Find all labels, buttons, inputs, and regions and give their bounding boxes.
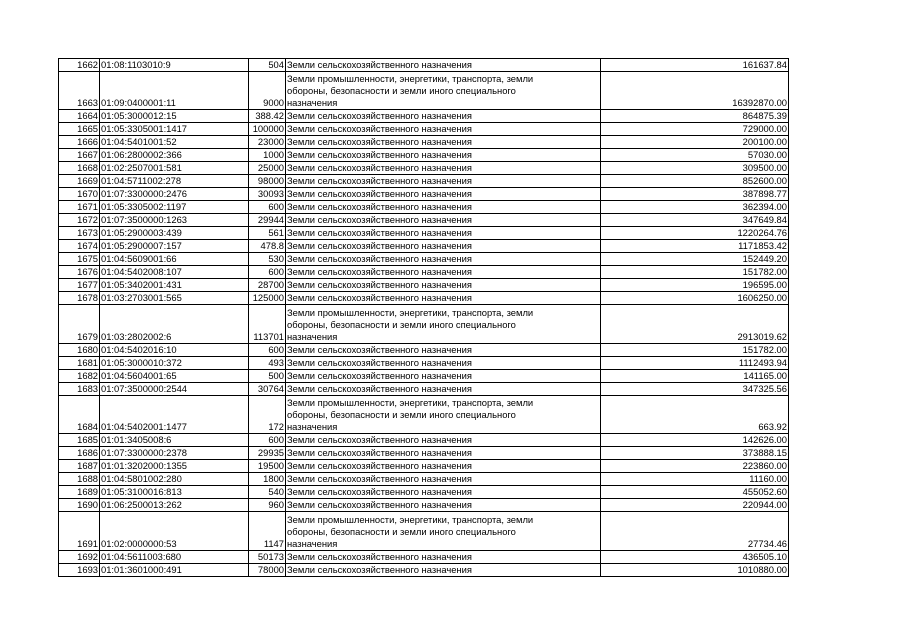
cadastral-number-cell: 01:04:5402008:107	[100, 266, 249, 279]
land-category-cell	[286, 499, 601, 512]
cadastral-value-cell: 16392870.00	[601, 72, 789, 110]
area-cell: 29944	[249, 214, 286, 227]
land-category-cell	[286, 279, 601, 292]
cadastral-number-cell: 01:04:5801002:280	[100, 473, 249, 486]
row-number-cell: 1662	[59, 59, 100, 72]
table-row	[59, 188, 789, 201]
cadastral-value-cell: 1112493.94	[601, 356, 789, 369]
cadastral-number-cell: 01:04:5604001:65	[100, 369, 249, 382]
cadastral-value-cell: 200100.00	[601, 136, 789, 149]
cadastral-value-cell: 362394.00	[601, 201, 789, 214]
row-number-cell: 1681	[59, 356, 100, 369]
table-row	[59, 175, 789, 188]
land-category-cell	[286, 473, 601, 486]
table-row	[59, 305, 789, 343]
land-category-line: Земли сельскохозяйственного назначения	[287, 201, 472, 213]
row-number-cell: 1692	[59, 550, 100, 563]
cadastral-number-cell: 01:04:5711002:278	[100, 175, 249, 188]
area-cell: 29935	[249, 447, 286, 460]
cadastral-number-cell: 01:06:2500013:262	[100, 499, 249, 512]
table-row	[59, 162, 789, 175]
cadastral-value-cell: 151782.00	[601, 343, 789, 356]
row-number-cell: 1675	[59, 253, 100, 266]
area-cell: 98000	[249, 175, 286, 188]
cadastral-value-cell: 373888.15	[601, 447, 789, 460]
land-category-cell	[286, 214, 601, 227]
land-category-line: Земли сельскохозяйственного назначения	[287, 136, 472, 148]
table-body	[59, 59, 789, 577]
table-row	[59, 72, 789, 110]
land-category-cell	[286, 253, 601, 266]
land-category-cell	[286, 240, 601, 253]
table-row	[59, 266, 789, 279]
cadastral-value-cell: 11160.00	[601, 473, 789, 486]
row-number-cell: 1663	[59, 72, 100, 110]
area-cell: 388.42	[249, 110, 286, 123]
cadastral-value-cell: 151782.00	[601, 266, 789, 279]
cadastral-number-cell: 01:05:3402001:431	[100, 279, 249, 292]
cadastral-number-cell: 01:06:2800002:366	[100, 149, 249, 162]
row-number-cell: 1668	[59, 162, 100, 175]
land-category-line: Земли сельскохозяйственного назначения	[287, 369, 472, 381]
area-cell: 600	[249, 434, 286, 447]
area-cell: 504	[249, 59, 286, 72]
area-cell: 172	[249, 395, 286, 433]
row-number-cell: 1685	[59, 434, 100, 447]
table-row	[59, 343, 789, 356]
land-category-cell	[286, 149, 601, 162]
row-number-cell: 1690	[59, 499, 100, 512]
land-category-line: Земли сельскохозяйственного назначения	[287, 175, 472, 187]
row-number-cell: 1672	[59, 214, 100, 227]
cadastral-number-cell: 01:01:3202000:1355	[100, 460, 249, 473]
area-cell: 1000	[249, 149, 286, 162]
cadastral-number-cell: 01:05:3305002:1197	[100, 201, 249, 214]
area-cell: 600	[249, 343, 286, 356]
land-category-cell	[286, 447, 601, 460]
cadastral-value-cell: 1220264.76	[601, 227, 789, 240]
land-category-line: Земли промышленности, энергетики, транспорта, земли	[287, 73, 534, 85]
cadastral-number-cell: 01:05:3305001:1417	[100, 123, 249, 136]
table-row	[59, 356, 789, 369]
row-number-cell: 1684	[59, 395, 100, 433]
cadastral-number-cell: 01:05:2900007:157	[100, 240, 249, 253]
area-cell: 113701	[249, 305, 286, 343]
row-number-cell: 1674	[59, 240, 100, 253]
cadastral-number-cell: 01:05:2900003:439	[100, 227, 249, 240]
table-row	[59, 59, 789, 72]
land-category-cell	[286, 123, 601, 136]
table-row	[59, 201, 789, 214]
table-row	[59, 563, 789, 576]
table-row	[59, 123, 789, 136]
land-category-line: Земли сельскохозяйственного назначения	[287, 447, 472, 459]
land-category-line: Земли сельскохозяйственного назначения	[287, 550, 472, 562]
cadastral-number-cell: 01:04:5609001:66	[100, 253, 249, 266]
land-category-line: Земли сельскохозяйственного назначения	[287, 473, 472, 485]
row-number-cell: 1673	[59, 227, 100, 240]
cadastral-value-cell: 27734.46	[601, 512, 789, 550]
cadastral-value-cell: 142626.00	[601, 434, 789, 447]
land-category-cell	[286, 201, 601, 214]
row-number-cell: 1693	[59, 563, 100, 576]
table-row	[59, 253, 789, 266]
cadastral-number-cell: 01:05:3000010:372	[100, 356, 249, 369]
table-row	[59, 486, 789, 499]
row-number-cell: 1686	[59, 447, 100, 460]
land-category-cell	[286, 162, 601, 175]
land-category-cell	[286, 175, 601, 188]
row-number-cell: 1678	[59, 292, 100, 305]
cadastral-value-cell: 309500.00	[601, 162, 789, 175]
cadastral-value-cell: 1010880.00	[601, 563, 789, 576]
table-row	[59, 240, 789, 253]
land-category-line: Земли сельскохозяйственного назначения	[287, 356, 472, 368]
cadastral-number-cell: 01:07:3300000:2476	[100, 188, 249, 201]
row-number-cell: 1676	[59, 266, 100, 279]
cadastral-value-cell: 347325.56	[601, 382, 789, 395]
cadastral-number-cell: 01:05:3100016:813	[100, 486, 249, 499]
cadastral-value-cell: 347649.84	[601, 214, 789, 227]
cadastral-number-cell: 01:04:5401001:52	[100, 136, 249, 149]
land-category-line: обороны, безопасности и земли иного специального	[287, 318, 516, 330]
cadastral-number-cell: 01:05:3000012:15	[100, 110, 249, 123]
table-row	[59, 369, 789, 382]
row-number-cell: 1680	[59, 343, 100, 356]
land-category-line: Земли сельскохозяйственного назначения	[287, 253, 472, 265]
area-cell: 1800	[249, 473, 286, 486]
land-category-line: Земли сельскохозяйственного назначения	[287, 460, 472, 472]
land-category-line: назначения	[287, 97, 338, 109]
land-category-cell	[286, 72, 601, 110]
land-category-line: Земли сельскохозяйственного назначения	[287, 486, 472, 498]
area-cell: 600	[249, 266, 286, 279]
cadastral-number-cell: 01:03:2703001:565	[100, 292, 249, 305]
land-category-cell	[286, 395, 601, 433]
table-row	[59, 512, 789, 550]
land-category-line: Земли промышленности, энергетики, транспорта, земли	[287, 513, 534, 525]
land-category-line: назначения	[287, 330, 338, 342]
table-row	[59, 292, 789, 305]
cadastral-value-cell: 729000.00	[601, 123, 789, 136]
land-category-line: Земли сельскохозяйственного назначения	[287, 188, 472, 200]
row-number-cell: 1670	[59, 188, 100, 201]
table-row	[59, 149, 789, 162]
cadastral-number-cell: 01:09:0400001:11	[100, 72, 249, 110]
land-category-cell	[286, 512, 601, 550]
cadastral-value-cell: 852600.00	[601, 175, 789, 188]
land-category-line: Земли сельскохозяйственного назначения	[287, 227, 472, 239]
row-number-cell: 1682	[59, 369, 100, 382]
land-category-cell	[286, 356, 601, 369]
row-number-cell: 1671	[59, 201, 100, 214]
cadastral-number-cell: 01:02:0000000:53	[100, 512, 249, 550]
area-cell: 493	[249, 356, 286, 369]
land-category-cell	[286, 266, 601, 279]
land-category-cell	[286, 369, 601, 382]
land-category-line: Земли сельскохозяйственного назначения	[287, 240, 472, 252]
cadastral-number-cell: 01:08:1103010:9	[100, 59, 249, 72]
table-row	[59, 473, 789, 486]
land-category-line: Земли сельскохозяйственного назначения	[287, 292, 472, 304]
land-category-line: Земли сельскохозяйственного назначения	[287, 123, 472, 135]
land-plot-table	[58, 58, 789, 577]
row-number-cell: 1665	[59, 123, 100, 136]
table-row	[59, 550, 789, 563]
land-category-line: Земли промышленности, энергетики, транспорта, земли	[287, 397, 534, 409]
cadastral-value-cell: 387898.77	[601, 188, 789, 201]
cadastral-number-cell: 01:07:3300000:2378	[100, 447, 249, 460]
table-row	[59, 279, 789, 292]
table-row	[59, 382, 789, 395]
row-number-cell: 1677	[59, 279, 100, 292]
land-category-cell	[286, 434, 601, 447]
land-category-cell	[286, 110, 601, 123]
row-number-cell: 1666	[59, 136, 100, 149]
land-category-cell	[286, 550, 601, 563]
cadastral-number-cell: 01:03:2802002:6	[100, 305, 249, 343]
cadastral-number-cell: 01:07:3500000:1263	[100, 214, 249, 227]
cadastral-number-cell: 01:01:3601000:491	[100, 563, 249, 576]
table-row	[59, 460, 789, 473]
land-category-cell	[286, 136, 601, 149]
land-category-cell	[286, 343, 601, 356]
land-category-line: обороны, безопасности и земли иного специального	[287, 409, 516, 421]
area-cell: 125000	[249, 292, 286, 305]
land-category-line: Земли сельскохозяйственного назначения	[287, 343, 472, 355]
land-category-cell	[286, 292, 601, 305]
cadastral-value-cell: 196595.00	[601, 279, 789, 292]
land-category-line: обороны, безопасности и земли иного специального	[287, 525, 516, 537]
table-row	[59, 136, 789, 149]
area-cell: 28700	[249, 279, 286, 292]
row-number-cell: 1688	[59, 473, 100, 486]
table-row	[59, 227, 789, 240]
cadastral-value-cell: 57030.00	[601, 149, 789, 162]
area-cell: 530	[249, 253, 286, 266]
row-number-cell: 1691	[59, 512, 100, 550]
land-category-line: Земли сельскохозяйственного назначения	[287, 563, 472, 575]
area-cell: 540	[249, 486, 286, 499]
land-category-line: назначения	[287, 537, 338, 549]
cadastral-number-cell: 01:04:5611003:680	[100, 550, 249, 563]
land-category-cell	[286, 227, 601, 240]
cadastral-value-cell: 141165.00	[601, 369, 789, 382]
area-cell: 600	[249, 201, 286, 214]
table-row	[59, 110, 789, 123]
land-category-cell	[286, 188, 601, 201]
land-category-cell	[286, 563, 601, 576]
cadastral-number-cell: 01:04:5402016:10	[100, 343, 249, 356]
area-cell: 1147	[249, 512, 286, 550]
land-category-line: Земли сельскохозяйственного назначения	[287, 266, 472, 278]
area-cell: 478.8	[249, 240, 286, 253]
table-row	[59, 434, 789, 447]
land-category-line: Земли сельскохозяйственного назначения	[287, 59, 472, 70]
cadastral-number-cell: 01:04:5402001:1477	[100, 395, 249, 433]
row-number-cell: 1664	[59, 110, 100, 123]
row-number-cell: 1667	[59, 149, 100, 162]
land-category-line: обороны, безопасности и земли иного специального	[287, 85, 516, 97]
area-cell: 30093	[249, 188, 286, 201]
area-cell: 561	[249, 227, 286, 240]
land-category-cell	[286, 305, 601, 343]
land-category-line: Земли сельскохозяйственного назначения	[287, 162, 472, 174]
cadastral-value-cell: 436505.10	[601, 550, 789, 563]
cadastral-value-cell: 455052.60	[601, 486, 789, 499]
area-cell: 25000	[249, 162, 286, 175]
cadastral-value-cell: 161637.84	[601, 59, 789, 72]
land-category-line: Земли сельскохозяйственного назначения	[287, 434, 472, 446]
land-category-line: Земли сельскохозяйственного назначения	[287, 149, 472, 161]
area-cell: 50173	[249, 550, 286, 563]
cadastral-number-cell: 01:07:3500000:2544	[100, 382, 249, 395]
land-category-line: Земли сельскохозяйственного назначения	[287, 110, 472, 122]
area-cell: 23000	[249, 136, 286, 149]
area-cell: 100000	[249, 123, 286, 136]
cadastral-value-cell: 223860.00	[601, 460, 789, 473]
cadastral-value-cell: 1171853.42	[601, 240, 789, 253]
land-category-line: Земли сельскохозяйственного назначения	[287, 499, 472, 511]
area-cell: 78000	[249, 563, 286, 576]
cadastral-value-cell: 220944.00	[601, 499, 789, 512]
land-category-cell	[286, 382, 601, 395]
cadastral-value-cell: 152449.20	[601, 253, 789, 266]
area-cell: 9000	[249, 72, 286, 110]
row-number-cell: 1669	[59, 175, 100, 188]
land-category-cell	[286, 460, 601, 473]
land-category-line: Земли сельскохозяйственного назначения	[287, 382, 472, 394]
cadastral-number-cell: 01:01:3405008:6	[100, 434, 249, 447]
table-row	[59, 395, 789, 433]
cadastral-value-cell: 864875.39	[601, 110, 789, 123]
area-cell: 500	[249, 369, 286, 382]
row-number-cell: 1687	[59, 460, 100, 473]
cadastral-number-cell: 01:02:2507001:581	[100, 162, 249, 175]
land-category-line: Земли сельскохозяйственного назначения	[287, 214, 472, 226]
cadastral-value-cell: 2913019.62	[601, 305, 789, 343]
table-row	[59, 499, 789, 512]
area-cell: 30764	[249, 382, 286, 395]
land-category-line: Земли промышленности, энергетики, транспорта, земли	[287, 306, 534, 318]
table-row	[59, 214, 789, 227]
cadastral-value-cell: 663.92	[601, 395, 789, 433]
table-row	[59, 447, 789, 460]
land-category-cell	[286, 59, 601, 72]
land-category-line: назначения	[287, 421, 338, 433]
row-number-cell: 1683	[59, 382, 100, 395]
land-category-cell	[286, 486, 601, 499]
row-number-cell: 1679	[59, 305, 100, 343]
cadastral-value-cell: 1606250.00	[601, 292, 789, 305]
area-cell: 960	[249, 499, 286, 512]
area-cell: 19500	[249, 460, 286, 473]
land-category-line: Земли сельскохозяйственного назначения	[287, 279, 472, 291]
row-number-cell: 1689	[59, 486, 100, 499]
